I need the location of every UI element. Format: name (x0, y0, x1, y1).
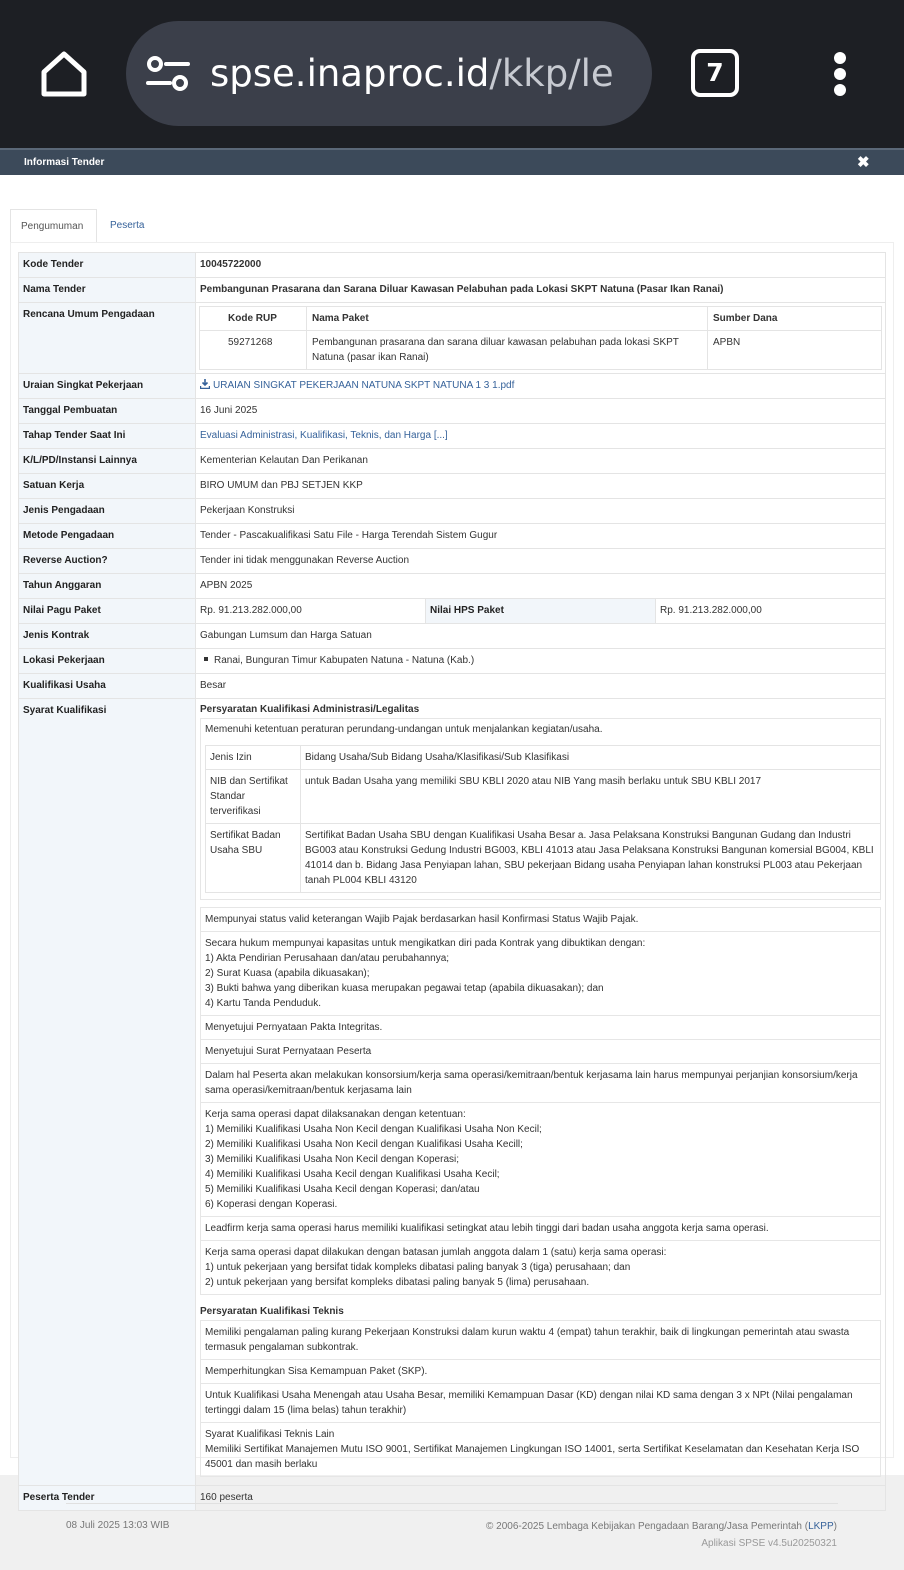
copyright-close: ) (833, 1521, 837, 1532)
download-icon (200, 379, 210, 389)
row-syarat (19, 699, 886, 1486)
tanggal-value: 16 Juni 2025 (196, 399, 886, 424)
requirement-line: Leadfirm kerja sama operasi harus memiliki kualifikasi setingkat atau lebih tinggi dari badan usaha anggota kerja sama operasi. (205, 1223, 769, 1234)
row-uraian (19, 374, 886, 399)
requirement-line: Dalam hal Peserta akan melakukan konsorsium/kerja sama operasi/kemitraan/bentuk kerjasama lain harus mempunyai perjanjian konsorsium/kerja sama operasi/kemitraan/bentuk kerjasama lain (205, 1070, 858, 1096)
peserta-value: 160 peserta (196, 1486, 886, 1511)
metode-value: Tender - Pascakualifikasi Satu File - Harga Terendah Sistem Gugur (196, 524, 886, 549)
pagu-value: Rp. 91.213.282.000,00 (196, 599, 426, 624)
label: Lokasi Pekerjaan (19, 649, 196, 674)
url-path: /kkp/le (489, 52, 614, 95)
footer-version: Aplikasi SPSE v4.5u20250321 (701, 1538, 837, 1549)
requirement-line: 5) Memiliki Kualifikasi Usaha Kecil dengan Koperasi; dan/atau (205, 1184, 480, 1195)
label: K/L/PD/Instansi Lainnya (19, 449, 196, 474)
tab-peserta[interactable]: Peserta (110, 220, 145, 231)
requirement-line: 4) Memiliki Kualifikasi Usaha Kecil dengan Kualifikasi Usaha Kecil; (205, 1169, 500, 1180)
requirement-item (200, 1015, 881, 1040)
requirement-item (200, 1063, 881, 1103)
footer-date: 08 Juli 2025 13:03 WIB (66, 1520, 170, 1531)
requirement-line: 6) Koperasi dengan Koperasi. (205, 1199, 338, 1210)
requirement-item (200, 1240, 881, 1295)
requirement-line: 2) Memiliki Kualifikasi Usaha Non Kecil dengan Kualifikasi Usaha Kecill; (205, 1139, 523, 1150)
label: Nama Tender (19, 278, 196, 303)
rup-kode: 59271268 (200, 331, 307, 370)
requirement-item (200, 907, 881, 932)
table-row (206, 824, 881, 893)
label: Uraian Singkat Pekerjaan (19, 374, 196, 399)
requirement-line: Kerja sama operasi dapat dilaksanakan dengan ketentuan: (205, 1109, 466, 1120)
url-text[interactable] (210, 50, 630, 98)
klpd-value: Kementerian Kelautan Dan Perikanan (196, 449, 886, 474)
nama-tender-value: Pembangunan Prasarana dan Sarana Diluar Kawasan Pelabuhan pada Lokasi SKPT Natuna (Pasar Ikan Ranai) (196, 278, 886, 303)
requirement-line: 3) Memiliki Kualifikasi Usaha Non Kecil dengan Koperasi; (205, 1154, 460, 1165)
kualifikasi-value: Besar (196, 674, 886, 699)
modal-header (0, 148, 904, 175)
lkpp-link[interactable]: LKPP (808, 1521, 834, 1532)
requirement-line: Memiliki pengalaman paling kurang Pekerjaan Konstruksi dalam kurun waktu 4 (empat) tahun terakhir, baik di lingkungan pemerintah atau swasta termasuk pengalaman subkontrak. (205, 1327, 850, 1353)
row-rup (19, 303, 886, 374)
tahun-value: APBN 2025 (196, 574, 886, 599)
requirement-line: 1) untuk pekerjaan yang bersifat tidak kompleks dibatasi paling banyak 3 (tiga) perusahaan; dan (205, 1262, 631, 1273)
requirement-line: 3) Bukti bahwa yang diberikan kuasa merupakan pegawai tetap (apabila dikuasakan); dan (205, 983, 604, 994)
requirement-line: Kerja sama operasi dapat dilakukan dengan batasan jumlah anggota dalam 1 (satu) kerja sama operasi: (205, 1247, 667, 1258)
hps-value: Rp. 91.213.282.000,00 (656, 599, 886, 624)
requirement-line: Menyetujui Pernyataan Pakta Integritas. (205, 1022, 383, 1033)
row-peserta (19, 1486, 886, 1511)
row-tanggal (19, 399, 886, 424)
label: Nilai HPS Paket (426, 599, 656, 624)
requirement-line: 1) Akta Pendirian Perusahaan dan/atau perubahannya; (205, 953, 450, 964)
admin-section-title: Persyaratan Kualifikasi Administrasi/Legalitas (200, 704, 420, 715)
requirement-line: 2) untuk pekerjaan yang bersifat kompleks dibatasi paling banyak 5 (lima) perusahaan. (205, 1277, 590, 1288)
row-kontrak (19, 624, 886, 649)
more-menu-icon[interactable] (832, 50, 848, 98)
requirement-line: Menyetujui Surat Pernyataan Peserta (205, 1046, 372, 1057)
url-domain: spse.inaproc.id (210, 52, 490, 95)
label: Syarat Kualifikasi (19, 699, 196, 1486)
requirement-item (200, 1320, 881, 1360)
requirement-line: Secara hukum mempunyai kapasitas untuk mengikatkan diri pada Kontrak yang dibuktikan dengan: (205, 938, 646, 949)
tahap-link[interactable]: Evaluasi Administrasi, Kualifikasi, Teknis, dan Harga [...] (200, 430, 448, 441)
kontrak-value: Gabungan Lumsum dan Harga Satuan (196, 624, 886, 649)
izin-header-bidang: Bidang Usaha/Sub Bidang Usaha/Klasifikasi/Sub Klasifikasi (301, 746, 881, 770)
uraian-download-link[interactable] (200, 380, 514, 391)
modal-title: Informasi Tender (24, 157, 105, 168)
close-icon[interactable]: ✖ (857, 154, 870, 171)
browser-toolbar (0, 0, 904, 148)
requirement-line: Memiliki Sertifikat Manajemen Mutu ISO 9001, Sertifikat Manajemen Lingkungan ISO 14001, serta Sertifikat Keselamatan dan Kesehatan Kerja ISO 45001 dan masih berlaku (205, 1444, 860, 1470)
label: Tahap Tender Saat Ini (19, 424, 196, 449)
row-tahun (19, 574, 886, 599)
requirement-line: 4) Kartu Tanda Penduduk. (205, 998, 322, 1009)
tender-info-table (18, 252, 886, 1511)
table-row (206, 770, 881, 824)
tab-switcher-button[interactable]: 7 (691, 49, 739, 97)
row-reverse (19, 549, 886, 574)
label: Satuan Kerja (19, 474, 196, 499)
izin-table (205, 745, 881, 893)
izin-header-jenis: Jenis Izin (206, 746, 301, 770)
rup-nama: Pembangunan prasarana dan sarana diluar kawasan pelabuhan pada lokasi SKPT Natuna (pasar ikan Ranai) (307, 331, 708, 370)
admin-items-list (200, 907, 881, 1295)
admin-intro: Memenuhi ketentuan peraturan perundang-undangan untuk menjalankan kegiatan/usaha. (205, 724, 603, 735)
izin-bidang: untuk Badan Usaha yang memiliki SBU KBLI 2020 atau NIB Yang masih berlaku untuk SBU KBLI 2017 (301, 770, 881, 824)
uraian-filename: URAIAN SINGKAT PEKERJAAN NATUNA SKPT NATUNA 1 3 1.pdf (213, 380, 515, 391)
tab-pengumuman[interactable]: Pengumuman (10, 209, 97, 243)
izin-bidang: Sertifikat Badan Usaha SBU dengan Kualifikasi Usaha Besar a. Jasa Pelaksana Konstruksi Bangunan Gudang dan Industri BG003 atau Konstruksi Gedung Industri BG003, KBLI 41013 atau Jasa Pelaksana Konstruksi Bangunan komersial BG004, KBLI 41014 dan b. Bidang Jasa Penyiapan lahan, SBU pekerjaan Bidang usaha Penyiapan lahan konstruksi PL003 atau Pekerjaan tanah PL004 KBLI 43120 (301, 824, 881, 893)
requirement-item (200, 1359, 881, 1384)
requirement-line: Memperhitungkan Sisa Kemampuan Paket (SKP). (205, 1366, 428, 1377)
requirement-item (200, 1102, 881, 1217)
table-row (200, 331, 882, 370)
row-nilai (19, 599, 886, 624)
satker-value: BIRO UMUM dan PBJ SETJEN KKP (196, 474, 886, 499)
requirement-item (200, 931, 881, 1016)
requirement-item (200, 1383, 881, 1423)
label: Rencana Umum Pengadaan (19, 303, 196, 374)
row-satker (19, 474, 886, 499)
label: Peserta Tender (19, 1486, 196, 1511)
requirement-line: Untuk Kualifikasi Usaha Menengah atau Usaha Besar, memiliki Kemampuan Dasar (KD) dengan nilai KD sama dengan 3 x NPt (Nilai pengalaman tertinggi dalam 15 (lima belas) tahun terakhir) (205, 1390, 853, 1416)
izin-jenis: NIB dan Sertifikat Standar terverifikasi (206, 770, 301, 824)
row-klpd (19, 449, 886, 474)
label: Jenis Pengadaan (19, 499, 196, 524)
label: Tahun Anggaran (19, 574, 196, 599)
row-kode-tender (19, 253, 886, 278)
label: Tanggal Pembuatan (19, 399, 196, 424)
site-settings-icon[interactable] (146, 54, 190, 94)
row-metode (19, 524, 886, 549)
row-jenis-pengadaan (19, 499, 886, 524)
jenis-pengadaan-value: Pekerjaan Konstruksi (196, 499, 886, 524)
rup-header-kode: Kode RUP (200, 307, 307, 331)
requirement-line: Mempunyai status valid keterangan Wajib Pajak berdasarkan hasil Konfirmasi Status Wajib Pajak. (205, 914, 639, 925)
label: Nilai Pagu Paket (19, 599, 196, 624)
requirement-item (200, 1216, 881, 1241)
lokasi-value: Ranai, Bunguran Timur Kabupaten Natuna - Natuna (Kab.) (214, 655, 475, 666)
requirement-item (200, 1039, 881, 1064)
requirement-line: 2) Surat Kuasa (apabila dikuasakan); (205, 968, 370, 979)
label: Jenis Kontrak (19, 624, 196, 649)
teknis-items-list (200, 1320, 881, 1477)
izin-jenis: Sertifikat Badan Usaha SBU (206, 824, 301, 893)
copyright-text: © 2006-2025 Lembaga Kebijakan Pengadaan Barang/Jasa Pemerintah ( (486, 1521, 809, 1532)
bullet-icon (204, 657, 208, 661)
footer-copyright (486, 1521, 837, 1532)
footer-divider (66, 1503, 838, 1504)
requirement-item (200, 1422, 881, 1477)
rup-header-nama: Nama Paket (307, 307, 708, 331)
label: Kualifikasi Usaha (19, 674, 196, 699)
admin-legal-box (200, 718, 881, 900)
label: Metode Pengadaan (19, 524, 196, 549)
reverse-value: Tender ini tidak menggunakan Reverse Auction (196, 549, 886, 574)
teknis-section-title: Persyaratan Kualifikasi Teknis (200, 1306, 344, 1317)
rup-header-sumber: Sumber Dana (708, 307, 882, 331)
label: Kode Tender (19, 253, 196, 278)
kode-tender-value: 10045722000 (196, 253, 886, 278)
row-lokasi (19, 649, 886, 674)
row-nama-tender (19, 278, 886, 303)
row-tahap (19, 424, 886, 449)
rup-sumber: APBN (708, 331, 882, 370)
requirement-line: Syarat Kualifikasi Teknis Lain (205, 1429, 335, 1440)
requirement-line: 1) Memiliki Kualifikasi Usaha Non Kecil dengan Kualifikasi Usaha Non Kecil; (205, 1124, 542, 1135)
row-kualifikasi (19, 674, 886, 699)
home-icon[interactable] (36, 46, 92, 102)
label: Reverse Auction? (19, 549, 196, 574)
rup-table (199, 306, 882, 370)
